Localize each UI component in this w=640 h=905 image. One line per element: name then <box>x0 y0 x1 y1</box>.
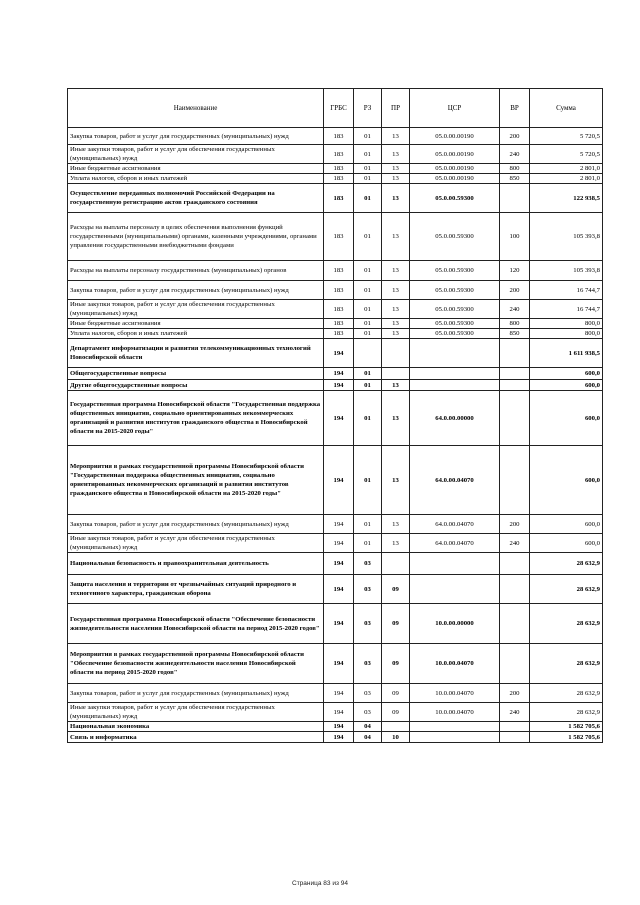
cell-csr: 10.0.00.00000 <box>410 604 500 644</box>
cell-name: Иные бюджетные ассигнования <box>68 319 324 329</box>
cell-rz: 01 <box>354 380 382 391</box>
cell-vr: 850 <box>500 174 530 184</box>
cell-rz: 01 <box>354 534 382 553</box>
cell-pr: 09 <box>382 684 410 703</box>
cell-csr: 05.0.00.59300 <box>410 319 500 329</box>
cell-grbs: 194 <box>324 684 354 703</box>
cell-sum: 600,0 <box>530 380 603 391</box>
cell-rz: 01 <box>354 319 382 329</box>
cell-rz: 01 <box>354 391 382 446</box>
cell-csr: 64.0.00.04070 <box>410 515 500 534</box>
cell-name: Закупка товаров, работ и услуг для государственных (муниципальных) нужд <box>68 281 324 300</box>
cell-grbs: 183 <box>324 184 354 213</box>
table-row <box>68 300 603 319</box>
cell-grbs: 194 <box>324 515 354 534</box>
cell-sum: 600,0 <box>530 515 603 534</box>
cell-vr: 200 <box>500 128 530 145</box>
cell-pr <box>382 368 410 380</box>
cell-name: Закупка товаров, работ и услуг для государственных (муниципальных) нужд <box>68 515 324 534</box>
header-grbs: ГРБС <box>324 89 354 128</box>
cell-csr <box>410 722 500 732</box>
cell-grbs: 194 <box>324 534 354 553</box>
cell-rz: 04 <box>354 732 382 743</box>
table-row <box>68 446 603 515</box>
cell-pr: 13 <box>382 128 410 145</box>
cell-name: Другие общегосударственные вопросы <box>68 380 324 391</box>
cell-pr: 10 <box>382 732 410 743</box>
table-row <box>68 391 603 446</box>
cell-name: Иные закупки товаров, работ и услуг для обеспечения государственных (муниципальных) нужд <box>68 534 324 553</box>
cell-csr: 05.0.00.59300 <box>410 184 500 213</box>
cell-sum: 5 720,5 <box>530 145 603 164</box>
cell-grbs: 183 <box>324 281 354 300</box>
cell-name: Осуществление переданных полномочий Российской Федерации на государственную регистрацию актов гражданского состояния <box>68 184 324 213</box>
cell-grbs: 194 <box>324 391 354 446</box>
table-row <box>68 553 603 575</box>
header-rz: РЗ <box>354 89 382 128</box>
cell-sum: 600,0 <box>530 391 603 446</box>
table-body <box>68 128 603 743</box>
cell-pr: 09 <box>382 644 410 684</box>
table-row <box>68 319 603 329</box>
table-row <box>68 515 603 534</box>
cell-vr <box>500 339 530 368</box>
cell-vr: 850 <box>500 329 530 339</box>
table-row <box>68 703 603 722</box>
cell-csr: 05.0.00.59300 <box>410 329 500 339</box>
cell-rz: 01 <box>354 515 382 534</box>
table-header <box>68 89 603 128</box>
cell-grbs: 183 <box>324 261 354 281</box>
cell-sum: 1 582 705,6 <box>530 732 603 743</box>
cell-pr: 13 <box>382 380 410 391</box>
cell-vr <box>500 380 530 391</box>
cell-name: Защита населения и территории от чрезвычайных ситуаций природного и техногенного характера, гражданская оборона <box>68 575 324 604</box>
cell-pr <box>382 722 410 732</box>
cell-pr: 13 <box>382 391 410 446</box>
table-row <box>68 329 603 339</box>
cell-grbs: 183 <box>324 174 354 184</box>
cell-sum: 5 720,5 <box>530 128 603 145</box>
cell-sum: 28 632,9 <box>530 604 603 644</box>
cell-sum: 1 611 938,5 <box>530 339 603 368</box>
cell-rz: 01 <box>354 446 382 515</box>
cell-rz: 03 <box>354 684 382 703</box>
cell-sum: 16 744,7 <box>530 300 603 319</box>
cell-rz: 01 <box>354 281 382 300</box>
table-row <box>68 174 603 184</box>
cell-pr: 13 <box>382 515 410 534</box>
cell-name: Государственная программа Новосибирской области "Государственная поддержка общественных инициатив, социально ориентированных некоммерческих организаций и развития институтов гражданского общества в Новосибирской области на 2015-2020 годы" <box>68 391 324 446</box>
cell-name: Иные бюджетные ассигнования <box>68 164 324 174</box>
cell-pr: 13 <box>382 446 410 515</box>
cell-rz: 03 <box>354 553 382 575</box>
cell-pr: 09 <box>382 575 410 604</box>
cell-name: Мероприятия в рамках государственной программы Новосибирской области "Государственная поддержка общественных инициатив, социально ориентированных некоммерческих организаций и развития институтов гражданского общества в Новосибирской области на 2015-2020 годы" <box>68 446 324 515</box>
cell-sum: 28 632,9 <box>530 684 603 703</box>
table-row <box>68 644 603 684</box>
cell-vr: 240 <box>500 703 530 722</box>
table-row <box>68 281 603 300</box>
cell-grbs: 194 <box>324 732 354 743</box>
cell-csr <box>410 368 500 380</box>
cell-csr: 64.0.00.04070 <box>410 446 500 515</box>
cell-csr <box>410 380 500 391</box>
cell-rz: 01 <box>354 128 382 145</box>
cell-csr <box>410 553 500 575</box>
cell-name: Общегосударственные вопросы <box>68 368 324 380</box>
cell-sum: 1 582 705,6 <box>530 722 603 732</box>
cell-csr: 10.0.00.04070 <box>410 644 500 684</box>
cell-rz: 03 <box>354 703 382 722</box>
table-row <box>68 722 603 732</box>
cell-rz: 01 <box>354 300 382 319</box>
cell-rz: 01 <box>354 368 382 380</box>
cell-pr: 13 <box>382 164 410 174</box>
cell-csr: 64.0.00.00000 <box>410 391 500 446</box>
table-row <box>68 604 603 644</box>
cell-grbs: 183 <box>324 319 354 329</box>
cell-csr: 05.0.00.00190 <box>410 164 500 174</box>
cell-sum: 28 632,9 <box>530 575 603 604</box>
cell-sum: 105 393,8 <box>530 261 603 281</box>
cell-vr <box>500 644 530 684</box>
cell-sum: 28 632,9 <box>530 644 603 684</box>
table-row <box>68 380 603 391</box>
cell-name: Иные закупки товаров, работ и услуг для обеспечения государственных (муниципальных) нужд <box>68 145 324 164</box>
cell-csr <box>410 732 500 743</box>
cell-sum: 16 744,7 <box>530 281 603 300</box>
cell-pr: 13 <box>382 261 410 281</box>
cell-sum: 600,0 <box>530 534 603 553</box>
cell-grbs: 183 <box>324 213 354 261</box>
cell-pr: 09 <box>382 703 410 722</box>
cell-rz: 03 <box>354 604 382 644</box>
cell-rz: 01 <box>354 329 382 339</box>
table-row <box>68 128 603 145</box>
cell-csr: 05.0.00.00190 <box>410 145 500 164</box>
cell-name: Национальная экономика <box>68 722 324 732</box>
cell-grbs: 194 <box>324 339 354 368</box>
cell-vr <box>500 722 530 732</box>
cell-vr <box>500 604 530 644</box>
cell-rz: 01 <box>354 184 382 213</box>
cell-name: Иные закупки товаров, работ и услуг для обеспечения государственных (муниципальных) нужд <box>68 300 324 319</box>
cell-vr <box>500 553 530 575</box>
cell-vr: 200 <box>500 281 530 300</box>
cell-name: Связь и информатика <box>68 732 324 743</box>
cell-pr: 13 <box>382 145 410 164</box>
cell-pr: 13 <box>382 534 410 553</box>
cell-grbs: 183 <box>324 145 354 164</box>
cell-name: Государственная программа Новосибирской области "Обеспечение безопасности жизнедеятельности населения Новосибирской области на период 2015-2020 годов" <box>68 604 324 644</box>
table-row <box>68 184 603 213</box>
cell-vr <box>500 368 530 380</box>
cell-grbs: 194 <box>324 575 354 604</box>
cell-sum: 2 801,0 <box>530 164 603 174</box>
cell-sum: 600,0 <box>530 368 603 380</box>
header-pr: ПР <box>382 89 410 128</box>
cell-sum: 105 393,8 <box>530 213 603 261</box>
cell-rz: 01 <box>354 174 382 184</box>
cell-vr: 120 <box>500 261 530 281</box>
cell-pr: 13 <box>382 174 410 184</box>
table-row <box>68 575 603 604</box>
cell-grbs: 183 <box>324 164 354 174</box>
table-row <box>68 534 603 553</box>
cell-name: Иные закупки товаров, работ и услуг для обеспечения государственных (муниципальных) нужд <box>68 703 324 722</box>
cell-vr: 200 <box>500 684 530 703</box>
cell-rz: 03 <box>354 575 382 604</box>
cell-pr: 13 <box>382 329 410 339</box>
cell-grbs: 183 <box>324 128 354 145</box>
cell-pr: 13 <box>382 319 410 329</box>
cell-vr <box>500 732 530 743</box>
cell-sum: 28 632,9 <box>530 703 603 722</box>
cell-csr: 10.0.00.04070 <box>410 703 500 722</box>
cell-rz <box>354 339 382 368</box>
cell-grbs: 194 <box>324 644 354 684</box>
cell-sum: 2 801,0 <box>530 174 603 184</box>
cell-rz: 01 <box>354 164 382 174</box>
budget-table <box>67 88 603 743</box>
cell-sum: 800,0 <box>530 319 603 329</box>
cell-name: Национальная безопасность и правоохранительная деятельность <box>68 553 324 575</box>
cell-sum: 800,0 <box>530 329 603 339</box>
cell-sum: 28 632,9 <box>530 553 603 575</box>
table-row <box>68 684 603 703</box>
header-name: Наименование <box>68 89 324 128</box>
cell-pr: 13 <box>382 184 410 213</box>
cell-csr: 05.0.00.59300 <box>410 300 500 319</box>
table-row <box>68 164 603 174</box>
cell-pr: 13 <box>382 300 410 319</box>
cell-pr <box>382 553 410 575</box>
table-row <box>68 732 603 743</box>
cell-sum: 600,0 <box>530 446 603 515</box>
cell-csr <box>410 575 500 604</box>
cell-csr <box>410 339 500 368</box>
table-row <box>68 261 603 281</box>
cell-csr: 10.0.00.04070 <box>410 684 500 703</box>
cell-vr: 800 <box>500 319 530 329</box>
cell-rz: 03 <box>354 644 382 684</box>
cell-vr: 240 <box>500 145 530 164</box>
cell-pr: 09 <box>382 604 410 644</box>
table-row <box>68 213 603 261</box>
cell-vr: 200 <box>500 515 530 534</box>
cell-grbs: 194 <box>324 604 354 644</box>
cell-name: Уплата налогов, сборов и иных платежей <box>68 174 324 184</box>
cell-pr: 13 <box>382 213 410 261</box>
cell-vr <box>500 446 530 515</box>
header-csr: ЦСР <box>410 89 500 128</box>
cell-grbs: 183 <box>324 300 354 319</box>
cell-name: Расходы на выплаты персоналу государственных (муниципальных) органов <box>68 261 324 281</box>
table-row <box>68 339 603 368</box>
cell-name: Департамент информатизации и развития телекоммуникационных технологий Новосибирской области <box>68 339 324 368</box>
cell-csr: 05.0.00.00190 <box>410 128 500 145</box>
cell-rz: 01 <box>354 145 382 164</box>
cell-vr: 240 <box>500 300 530 319</box>
cell-csr: 05.0.00.59300 <box>410 261 500 281</box>
cell-csr: 05.0.00.00190 <box>410 174 500 184</box>
cell-grbs: 194 <box>324 380 354 391</box>
cell-pr: 13 <box>382 281 410 300</box>
cell-grbs: 194 <box>324 446 354 515</box>
cell-grbs: 194 <box>324 703 354 722</box>
page-footer: Страница 83 из 94 <box>292 880 348 887</box>
cell-rz: 04 <box>354 722 382 732</box>
cell-vr: 100 <box>500 213 530 261</box>
cell-vr: 240 <box>500 534 530 553</box>
cell-name: Закупка товаров, работ и услуг для государственных (муниципальных) нужд <box>68 128 324 145</box>
cell-rz: 01 <box>354 261 382 281</box>
table-row <box>68 145 603 164</box>
cell-vr <box>500 184 530 213</box>
cell-csr: 05.0.00.59300 <box>410 213 500 261</box>
cell-csr: 64.0.00.04070 <box>410 534 500 553</box>
cell-vr <box>500 575 530 604</box>
cell-sum: 122 938,5 <box>530 184 603 213</box>
cell-name: Уплата налогов, сборов и иных платежей <box>68 329 324 339</box>
cell-grbs: 194 <box>324 553 354 575</box>
header-sum: Сумма <box>530 89 603 128</box>
header-row <box>68 89 603 128</box>
cell-name: Мероприятия в рамках государственной программы Новосибирской области "Обеспечение безопасности жизнедеятельности населения Новосибирской области на период 2015-2020 годов" <box>68 644 324 684</box>
cell-name: Закупка товаров, работ и услуг для государственных (муниципальных) нужд <box>68 684 324 703</box>
cell-name: Расходы на выплаты персоналу в целях обеспечения выполнения функций государственными (муниципальными) органами, казенными учреждениями, органами управления государственными внебюджетными фондами <box>68 213 324 261</box>
table-row <box>68 368 603 380</box>
cell-vr: 800 <box>500 164 530 174</box>
cell-rz: 01 <box>354 213 382 261</box>
cell-grbs: 194 <box>324 368 354 380</box>
cell-csr: 05.0.00.59300 <box>410 281 500 300</box>
cell-grbs: 183 <box>324 329 354 339</box>
cell-pr <box>382 339 410 368</box>
header-vr: ВР <box>500 89 530 128</box>
cell-vr <box>500 391 530 446</box>
cell-grbs: 194 <box>324 722 354 732</box>
